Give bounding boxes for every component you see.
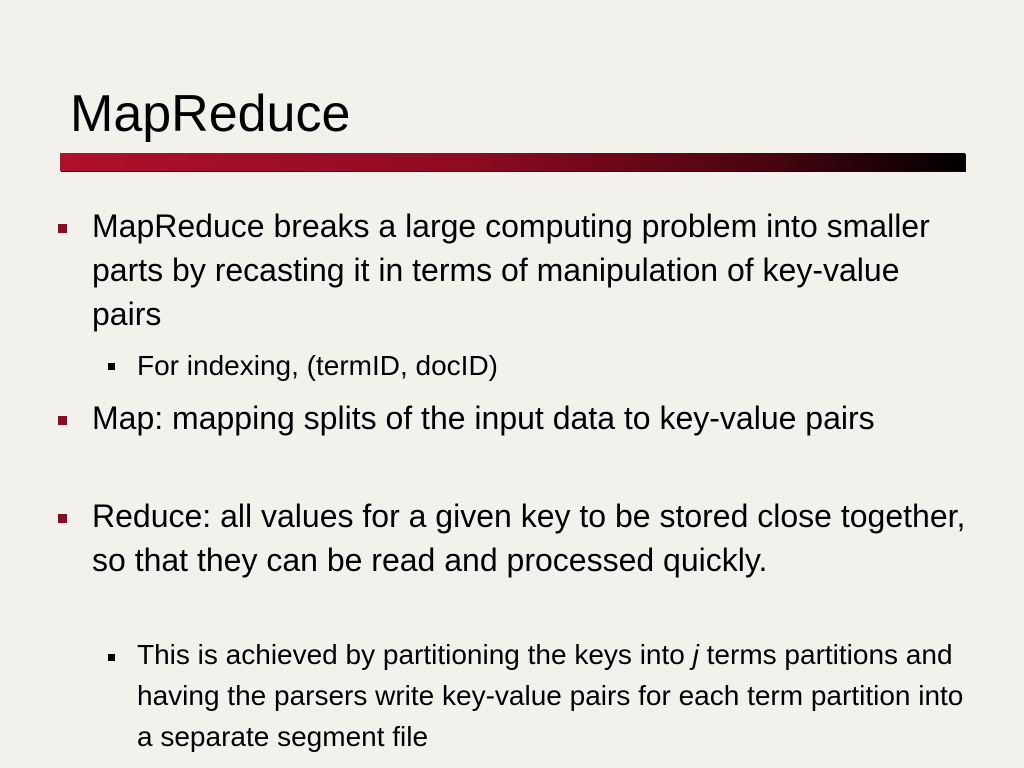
variable-j: j: [692, 639, 699, 670]
bullet-square-icon: [58, 514, 67, 523]
sub-bullet-square-icon: [108, 363, 115, 370]
slide-title: MapReduce: [70, 85, 351, 143]
bullet-text: MapReduce breaks a large computing problem into smaller parts by recasting it in terms of manipulation of key-value pairs: [92, 208, 930, 332]
sub-bullet-text: For indexing, (termID, docID): [137, 350, 498, 381]
bullet-text: Map: mapping splits of the input data to key-value pairs: [92, 400, 875, 436]
bullet-square-icon: [58, 224, 67, 233]
sub-bullet-square-icon: [108, 654, 115, 661]
bullet-square-icon: [58, 416, 67, 425]
bullet-text: Reduce: all values for a given key to be stored close together, so that they can be read and processed quickly.: [92, 498, 966, 578]
title-underline-rule: [60, 153, 965, 171]
sub-bullet-text: This is achieved by partitioning the keys into j terms partitions and having the parsers write key-value pairs for each term partition into a separate segment file: [137, 639, 964, 752]
